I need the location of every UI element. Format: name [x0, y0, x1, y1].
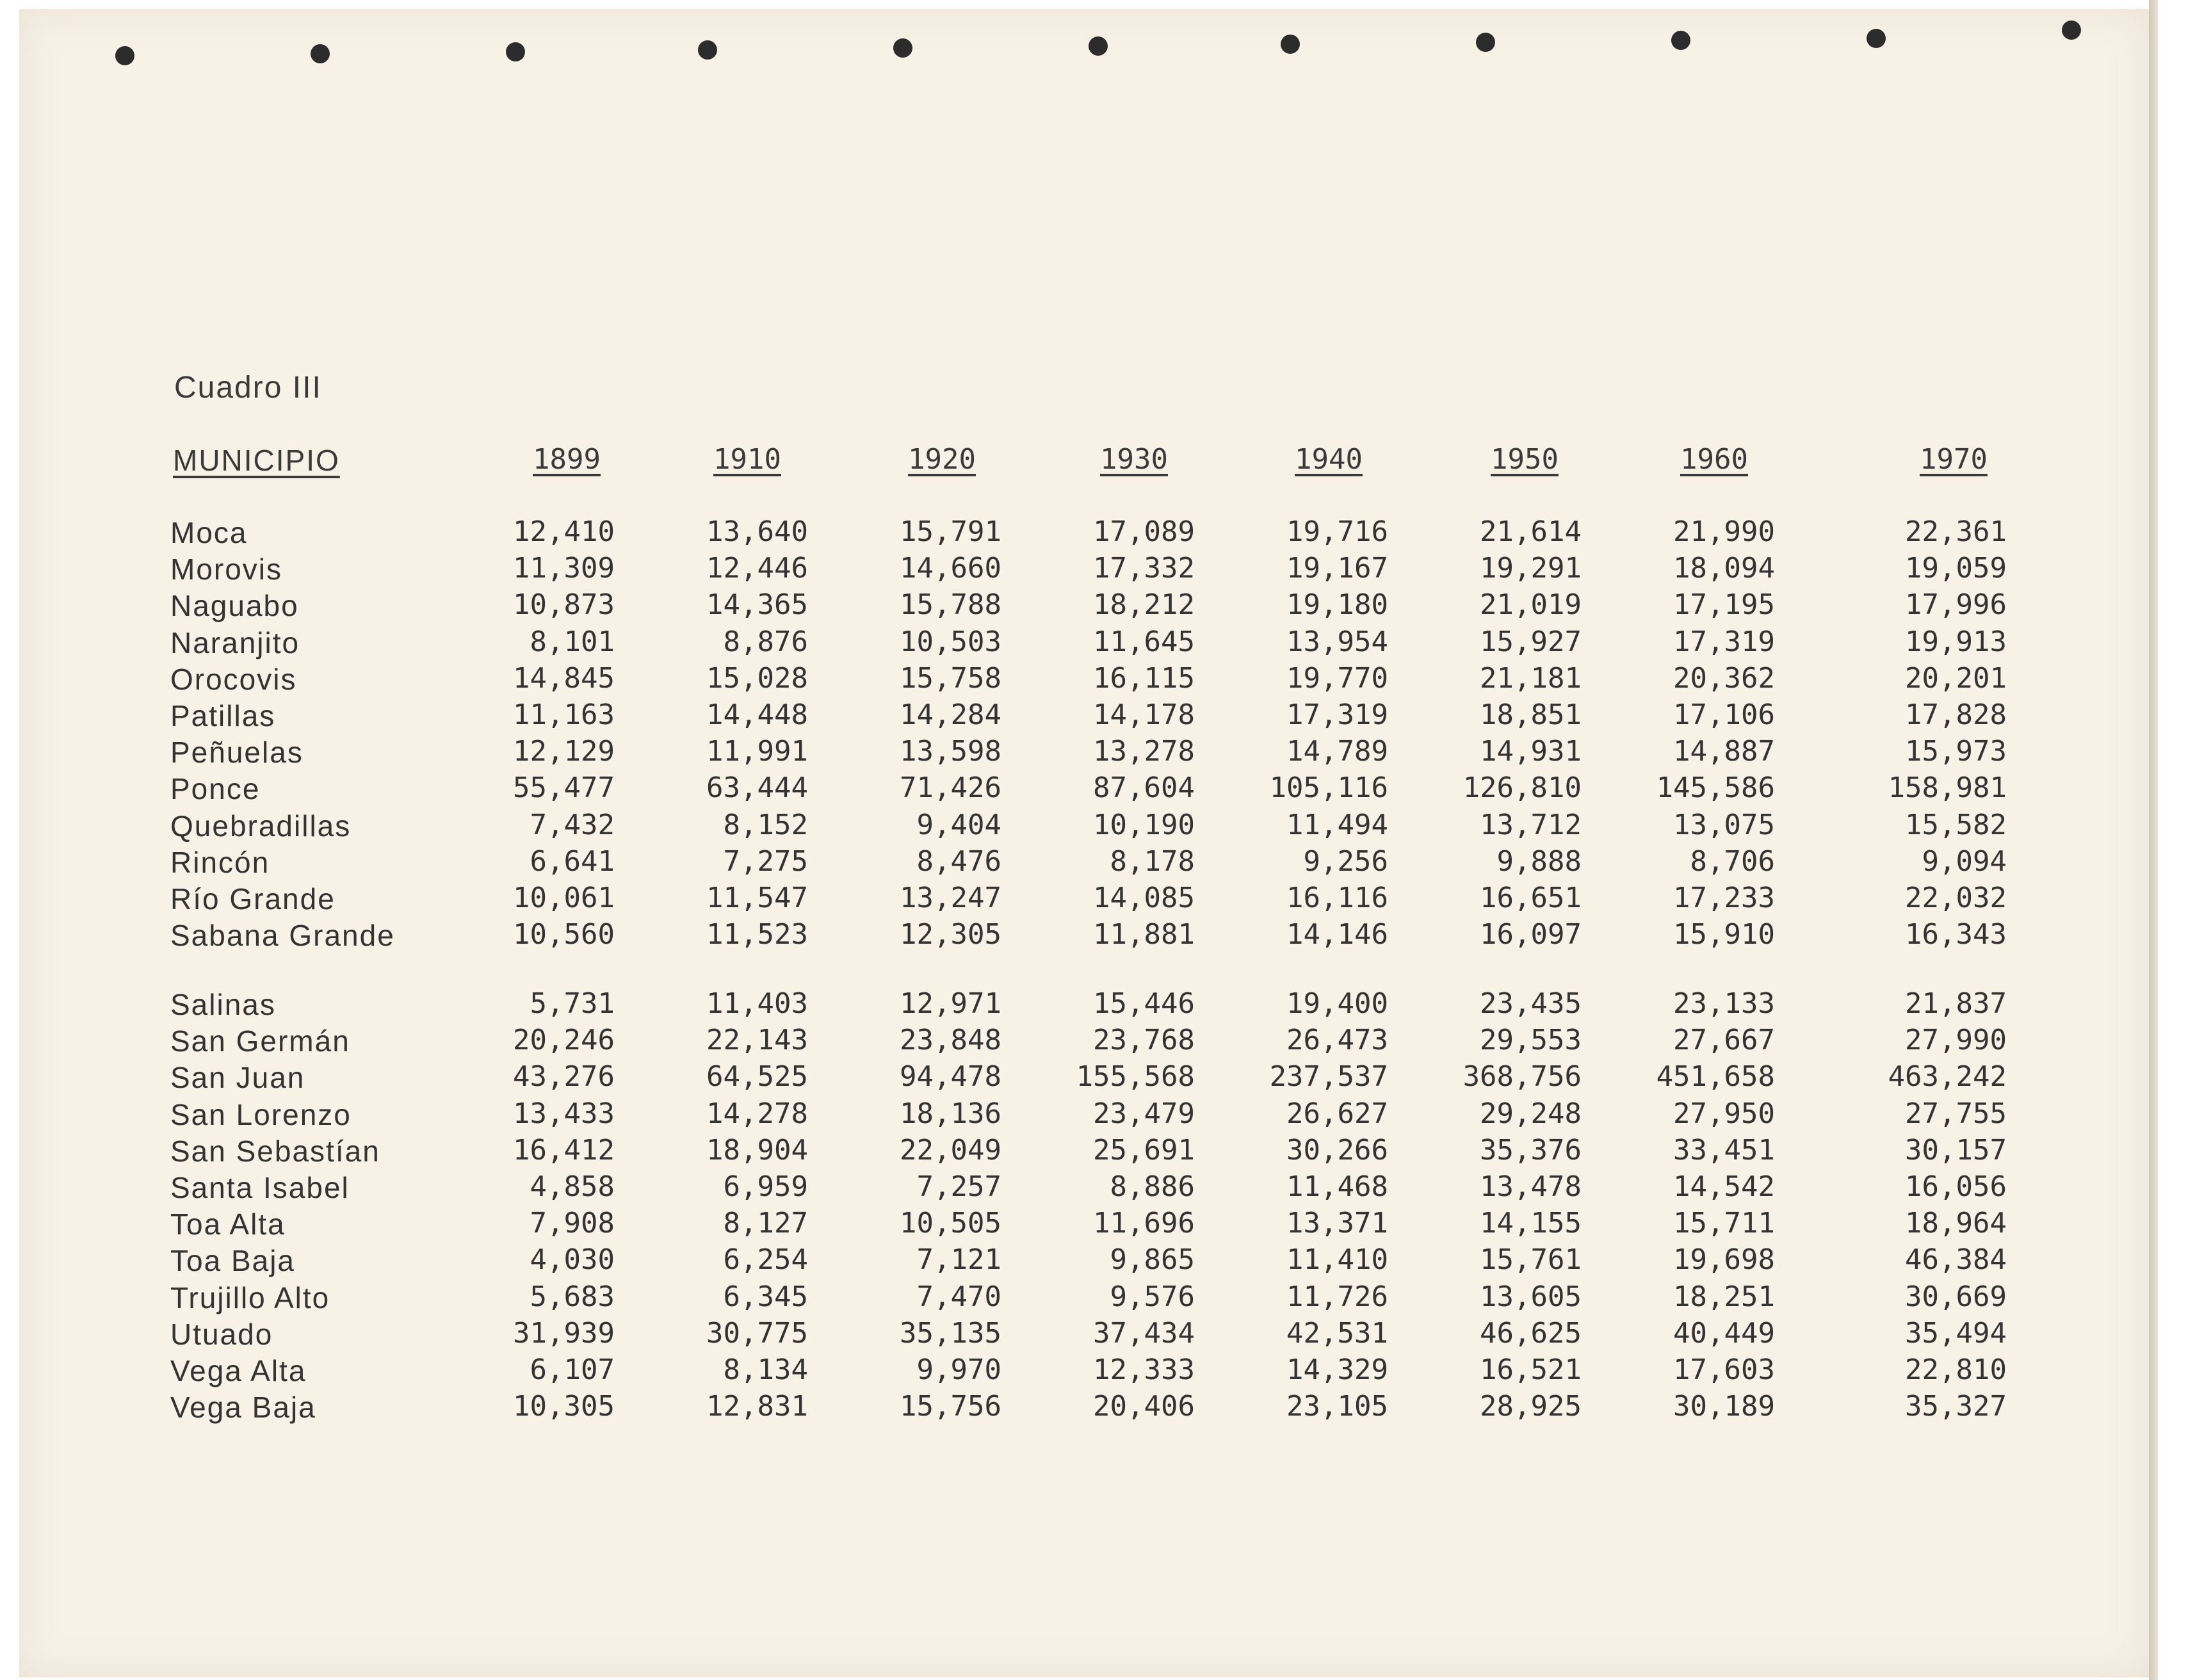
population-cell-1940: 11,494: [1286, 808, 1388, 841]
municipio-name: Rincón: [170, 845, 270, 879]
population-cell-1930: 18,212: [1093, 588, 1195, 622]
population-cell-1910: 8,127: [723, 1207, 808, 1240]
population-cell-1910: 8,134: [723, 1353, 808, 1386]
population-cell-1920: 14,660: [900, 552, 1001, 585]
population-cell-1930: 17,089: [1093, 515, 1195, 548]
table-row: [0, 771, 2195, 808]
population-cell-1960: 19,698: [1673, 1243, 1775, 1277]
population-cell-1899: 10,560: [513, 918, 615, 951]
population-cell-1899: 6,107: [530, 1353, 615, 1386]
population-cell-1950: 14,155: [1480, 1207, 1582, 1240]
municipio-name: Vega Baja: [170, 1391, 316, 1425]
population-cell-1960: 33,451: [1673, 1133, 1775, 1167]
population-cell-1910: 6,254: [723, 1243, 808, 1277]
population-cell-1950: 46,625: [1480, 1316, 1582, 1350]
population-cell-1950: 21,181: [1480, 661, 1582, 695]
population-cell-1940: 42,531: [1286, 1316, 1388, 1350]
population-cell-1899: 55,477: [513, 771, 615, 805]
population-cell-1930: 11,881: [1093, 918, 1195, 951]
population-cell-1960: 17,603: [1673, 1353, 1775, 1386]
population-cell-1950: 15,761: [1480, 1243, 1582, 1277]
population-cell-1960: 23,133: [1673, 987, 1775, 1020]
population-cell-1910: 15,028: [706, 661, 808, 695]
population-cell-1960: 451,658: [1656, 1060, 1775, 1094]
population-cell-1940: 14,789: [1286, 735, 1388, 768]
municipio-name: Morovis: [170, 553, 283, 586]
table-row: [0, 1097, 2195, 1134]
population-cell-1899: 31,939: [513, 1316, 615, 1350]
population-cell-1950: 21,019: [1480, 588, 1582, 622]
population-cell-1899: 16,412: [513, 1133, 615, 1167]
population-cell-1950: 16,521: [1480, 1353, 1582, 1386]
population-cell-1960: 18,094: [1673, 552, 1775, 585]
population-cell-1899: 12,129: [513, 735, 615, 768]
municipio-name: Quebradillas: [170, 809, 352, 843]
population-cell-1940: 23,105: [1286, 1390, 1388, 1423]
municipio-name: Río Grande: [170, 882, 336, 916]
population-cell-1940: 26,627: [1286, 1097, 1388, 1130]
population-cell-1910: 12,446: [706, 552, 808, 585]
municipio-name: Ponce: [170, 772, 261, 806]
municipio-name: Moca: [170, 516, 248, 549]
population-cell-1930: 10,190: [1093, 808, 1195, 841]
population-cell-1950: 29,248: [1480, 1097, 1582, 1130]
municipio-name: Santa Isabel: [170, 1171, 350, 1204]
population-cell-1899: 10,061: [513, 882, 615, 914]
population-cell-1950: 13,478: [1480, 1170, 1582, 1203]
population-cell-1899: 10,873: [513, 588, 615, 622]
population-cell-1970: 27,755: [1905, 1097, 2007, 1130]
population-cell-1899: 10,305: [513, 1390, 615, 1423]
population-cell-1910: 64,525: [706, 1060, 808, 1094]
table-row: [0, 882, 2195, 918]
column-header-1899: 1899: [533, 443, 601, 476]
population-cell-1950: 15,927: [1480, 625, 1582, 658]
population-cell-1930: 15,446: [1093, 987, 1195, 1020]
municipio-name: Patillas: [170, 699, 276, 732]
table-row: [0, 845, 2195, 882]
population-cell-1970: 15,973: [1905, 735, 2007, 768]
population-cell-1899: 5,731: [530, 987, 615, 1020]
population-cell-1940: 19,716: [1286, 515, 1388, 548]
population-cell-1950: 28,925: [1480, 1390, 1582, 1423]
population-cell-1899: 5,683: [530, 1280, 615, 1313]
table-header: [0, 443, 2195, 481]
column-header-1970: 1970: [1920, 443, 1988, 476]
population-cell-1910: 63,444: [706, 771, 808, 805]
population-cell-1970: 20,201: [1905, 661, 2007, 695]
population-cell-1960: 14,542: [1673, 1170, 1775, 1203]
municipio-name: San Lorenzo: [170, 1097, 352, 1131]
column-header-1960: 1960: [1680, 443, 1748, 476]
table-row: [0, 662, 2195, 699]
population-cell-1960: 145,586: [1656, 771, 1775, 805]
population-cell-1970: 21,837: [1905, 987, 2007, 1020]
municipio-name: San Juan: [170, 1061, 305, 1095]
population-cell-1899: 43,276: [513, 1060, 615, 1094]
population-cell-1970: 17,996: [1905, 588, 2007, 622]
population-cell-1899: 13,433: [513, 1097, 615, 1130]
table-row: [0, 1170, 2195, 1207]
population-cell-1920: 14,284: [900, 699, 1001, 731]
population-cell-1899: 20,246: [513, 1024, 615, 1057]
table-row: [0, 1243, 2195, 1280]
binder-hole: [115, 46, 134, 65]
population-cell-1920: 15,788: [900, 588, 1001, 622]
population-cell-1960: 27,950: [1673, 1097, 1775, 1130]
population-cell-1899: 11,163: [513, 699, 615, 731]
population-cell-1920: 10,505: [900, 1207, 1001, 1240]
population-cell-1960: 18,251: [1673, 1280, 1775, 1313]
population-cell-1940: 13,954: [1286, 625, 1388, 658]
population-cell-1950: 35,376: [1480, 1133, 1582, 1167]
binder-hole: [1089, 36, 1108, 56]
municipio-name: Orocovis: [170, 662, 297, 696]
population-cell-1940: 17,319: [1286, 699, 1388, 731]
population-cell-1930: 8,178: [1110, 844, 1195, 878]
population-cell-1910: 13,640: [706, 515, 808, 548]
table-row: [0, 1207, 2195, 1243]
municipio-name: Naranjito: [170, 626, 300, 659]
population-cell-1970: 46,384: [1905, 1243, 2007, 1277]
population-cell-1930: 87,604: [1093, 771, 1195, 805]
population-cell-1960: 17,233: [1673, 882, 1775, 914]
municipio-name: Sabana Grande: [170, 919, 395, 953]
population-cell-1930: 12,333: [1093, 1353, 1195, 1386]
population-cell-1950: 21,614: [1480, 515, 1582, 548]
population-cell-1970: 158,981: [1888, 771, 2007, 805]
population-cell-1970: 22,361: [1905, 515, 2007, 548]
population-cell-1930: 155,568: [1076, 1060, 1195, 1094]
population-cell-1899: 12,410: [513, 515, 615, 548]
population-cell-1930: 23,479: [1093, 1097, 1195, 1130]
population-cell-1920: 71,426: [900, 771, 1001, 805]
population-cell-1899: 8,101: [530, 625, 615, 658]
population-cell-1910: 18,904: [706, 1133, 808, 1167]
population-cell-1930: 9,576: [1110, 1280, 1195, 1313]
population-cell-1940: 14,146: [1286, 918, 1388, 951]
column-header-1930: 1930: [1100, 443, 1168, 476]
population-cell-1940: 11,468: [1286, 1170, 1388, 1203]
table-row: [0, 918, 2195, 955]
population-cell-1950: 14,931: [1480, 735, 1582, 768]
municipio-name: Vega Alta: [170, 1354, 307, 1387]
population-cell-1970: 16,056: [1905, 1170, 2007, 1203]
population-cell-1940: 26,473: [1286, 1024, 1388, 1057]
population-cell-1920: 12,971: [900, 987, 1001, 1020]
population-cell-1910: 6,959: [723, 1170, 808, 1203]
population-cell-1910: 22,143: [706, 1024, 808, 1057]
column-header-1920: 1920: [908, 443, 976, 476]
population-cell-1930: 9,865: [1110, 1243, 1195, 1277]
population-cell-1930: 23,768: [1093, 1024, 1195, 1057]
column-header-1910: 1910: [713, 443, 781, 476]
population-cell-1910: 14,448: [706, 699, 808, 731]
population-cell-1920: 12,305: [900, 918, 1001, 951]
binder-hole: [2062, 20, 2081, 40]
municipio-name: Salinas: [170, 988, 276, 1021]
population-cell-1970: 19,913: [1905, 625, 2007, 658]
population-cell-1899: 7,432: [530, 808, 615, 841]
population-cell-1970: 22,032: [1905, 882, 2007, 914]
population-cell-1910: 14,278: [706, 1097, 808, 1130]
municipio-name: Naguabo: [170, 589, 299, 623]
population-cell-1950: 23,435: [1480, 987, 1582, 1020]
population-cell-1899: 4,030: [530, 1243, 615, 1277]
population-cell-1950: 19,291: [1480, 552, 1582, 585]
population-cell-1970: 27,990: [1905, 1024, 2007, 1057]
table-row: [0, 1280, 2195, 1317]
population-cell-1930: 16,115: [1093, 661, 1195, 695]
table-row: [0, 588, 2195, 625]
table-row: [0, 515, 2195, 552]
population-cell-1950: 16,651: [1480, 882, 1582, 914]
population-cell-1960: 15,711: [1673, 1207, 1775, 1240]
population-cell-1910: 7,275: [723, 844, 808, 878]
population-cell-1960: 14,887: [1673, 735, 1775, 768]
column-header-municipio: MUNICIPIO: [173, 444, 340, 477]
population-cell-1950: 29,553: [1480, 1024, 1582, 1057]
population-cell-1950: 13,605: [1480, 1280, 1582, 1313]
population-cell-1930: 14,178: [1093, 699, 1195, 731]
population-cell-1920: 7,470: [916, 1280, 1001, 1313]
population-cell-1950: 368,756: [1462, 1060, 1582, 1094]
column-header-1950: 1950: [1491, 443, 1559, 476]
population-cell-1920: 7,121: [916, 1243, 1001, 1277]
table-row: [0, 809, 2195, 845]
binder-hole: [1281, 35, 1300, 54]
population-cell-1920: 35,135: [900, 1316, 1001, 1350]
population-cell-1970: 9,094: [1922, 844, 2007, 878]
population-cell-1970: 18,964: [1905, 1207, 2007, 1240]
population-cell-1940: 30,266: [1286, 1133, 1388, 1167]
table-row: [0, 1024, 2195, 1060]
binder-hole: [1867, 29, 1886, 48]
population-cell-1930: 13,278: [1093, 735, 1195, 768]
population-cell-1899: 11,309: [513, 552, 615, 585]
population-cell-1940: 9,256: [1303, 844, 1388, 878]
population-cell-1899: 14,845: [513, 661, 615, 695]
population-cell-1920: 94,478: [900, 1060, 1001, 1094]
population-cell-1970: 30,669: [1905, 1280, 2007, 1313]
population-cell-1970: 16,343: [1905, 918, 2007, 951]
population-cell-1940: 237,537: [1269, 1060, 1388, 1094]
table-row: [0, 1317, 2195, 1353]
table-row: [0, 699, 2195, 735]
population-cell-1940: 19,180: [1286, 588, 1388, 622]
population-cell-1930: 25,691: [1093, 1133, 1195, 1167]
binder-hole: [1671, 31, 1690, 50]
population-cell-1899: 4,858: [530, 1170, 615, 1203]
population-cell-1920: 15,756: [900, 1390, 1001, 1423]
population-cell-1910: 12,831: [706, 1390, 808, 1423]
population-cell-1950: 16,097: [1480, 918, 1582, 951]
population-cell-1899: 7,908: [530, 1207, 615, 1240]
binder-hole: [893, 38, 912, 58]
municipio-name: Peñuelas: [170, 736, 304, 770]
population-cell-1950: 13,712: [1480, 808, 1582, 841]
table-row: [0, 1353, 2195, 1390]
population-cell-1970: 22,810: [1905, 1353, 2007, 1386]
table-row: [0, 987, 2195, 1024]
population-cell-1970: 17,828: [1905, 699, 2007, 731]
population-cell-1960: 17,319: [1673, 625, 1775, 658]
population-cell-1940: 19,400: [1286, 987, 1388, 1020]
municipio-name: San Sebastían: [170, 1134, 380, 1168]
population-cell-1960: 21,990: [1673, 515, 1775, 548]
population-cell-1910: 14,365: [706, 588, 808, 622]
population-cell-1960: 8,706: [1690, 844, 1775, 878]
population-cell-1970: 30,157: [1905, 1133, 2007, 1167]
population-cell-1940: 13,371: [1286, 1207, 1388, 1240]
table-row: [0, 735, 2195, 771]
population-cell-1920: 23,848: [900, 1024, 1001, 1057]
population-cell-1950: 18,851: [1480, 699, 1582, 731]
population-cell-1910: 11,991: [706, 735, 808, 768]
population-cell-1920: 22,049: [900, 1133, 1001, 1167]
municipio-name: Toa Baja: [170, 1244, 296, 1278]
population-cell-1910: 11,547: [706, 882, 808, 914]
population-cell-1940: 19,770: [1286, 661, 1388, 695]
population-cell-1930: 37,434: [1093, 1316, 1195, 1350]
table-row: [0, 1060, 2195, 1097]
binder-hole: [698, 40, 717, 60]
population-cell-1920: 13,598: [900, 735, 1001, 768]
population-cell-1970: 35,494: [1905, 1316, 2007, 1350]
population-cell-1940: 16,116: [1286, 882, 1388, 914]
binder-hole: [506, 42, 525, 61]
table-row: [0, 552, 2195, 588]
population-cell-1970: 35,327: [1905, 1390, 2007, 1423]
table-row: [0, 626, 2195, 662]
column-header-1940: 1940: [1295, 443, 1363, 476]
population-cell-1930: 20,406: [1093, 1390, 1195, 1423]
municipio-name: Utuado: [170, 1317, 273, 1351]
population-cell-1940: 14,329: [1286, 1353, 1388, 1386]
population-cell-1960: 20,362: [1673, 661, 1775, 695]
population-cell-1910: 8,152: [723, 808, 808, 841]
population-cell-1899: 6,641: [530, 844, 615, 878]
population-cell-1970: 19,059: [1905, 552, 2007, 585]
municipio-name: Trujillo Alto: [170, 1280, 330, 1314]
population-cell-1920: 18,136: [900, 1097, 1001, 1130]
population-cell-1920: 15,791: [900, 515, 1001, 548]
population-cell-1940: 11,410: [1286, 1243, 1388, 1277]
population-cell-1940: 105,116: [1269, 771, 1388, 805]
population-cell-1920: 15,758: [900, 661, 1001, 695]
population-cell-1950: 126,810: [1462, 771, 1582, 805]
population-cell-1950: 9,888: [1496, 844, 1582, 878]
population-cell-1930: 8,886: [1110, 1170, 1195, 1203]
table-row: [0, 1134, 2195, 1170]
population-cell-1960: 15,910: [1673, 918, 1775, 951]
population-cell-1910: 6,345: [723, 1280, 808, 1313]
population-cell-1960: 17,195: [1673, 588, 1775, 622]
population-cell-1910: 11,523: [706, 918, 808, 951]
table-caption: Cuadro III: [174, 371, 322, 405]
population-cell-1920: 7,257: [916, 1170, 1001, 1203]
population-cell-1960: 30,189: [1673, 1390, 1775, 1423]
population-cell-1930: 17,332: [1093, 552, 1195, 585]
population-cell-1970: 15,582: [1905, 808, 2007, 841]
population-cell-1930: 14,085: [1093, 882, 1195, 914]
population-cell-1930: 11,696: [1093, 1207, 1195, 1240]
population-cell-1970: 463,242: [1888, 1060, 2007, 1094]
population-cell-1910: 8,876: [723, 625, 808, 658]
population-cell-1960: 27,667: [1673, 1024, 1775, 1057]
population-cell-1930: 11,645: [1093, 625, 1195, 658]
population-cell-1920: 9,404: [916, 808, 1001, 841]
population-cell-1920: 10,503: [900, 625, 1001, 658]
population-cell-1920: 13,247: [900, 882, 1001, 914]
population-cell-1910: 11,403: [706, 987, 808, 1020]
municipio-name: San Germán: [170, 1024, 350, 1058]
binder-hole: [311, 44, 330, 63]
population-cell-1960: 13,075: [1673, 808, 1775, 841]
population-cell-1920: 9,970: [916, 1353, 1001, 1386]
population-cell-1960: 40,449: [1673, 1316, 1775, 1350]
population-cell-1920: 8,476: [916, 844, 1001, 878]
population-cell-1940: 11,726: [1286, 1280, 1388, 1313]
population-cell-1960: 17,106: [1673, 699, 1775, 731]
population-cell-1940: 19,167: [1286, 552, 1388, 585]
population-cell-1910: 30,775: [706, 1316, 808, 1350]
table-row: [0, 1390, 2195, 1426]
municipio-name: Toa Alta: [170, 1208, 286, 1241]
binder-hole: [1476, 33, 1495, 52]
